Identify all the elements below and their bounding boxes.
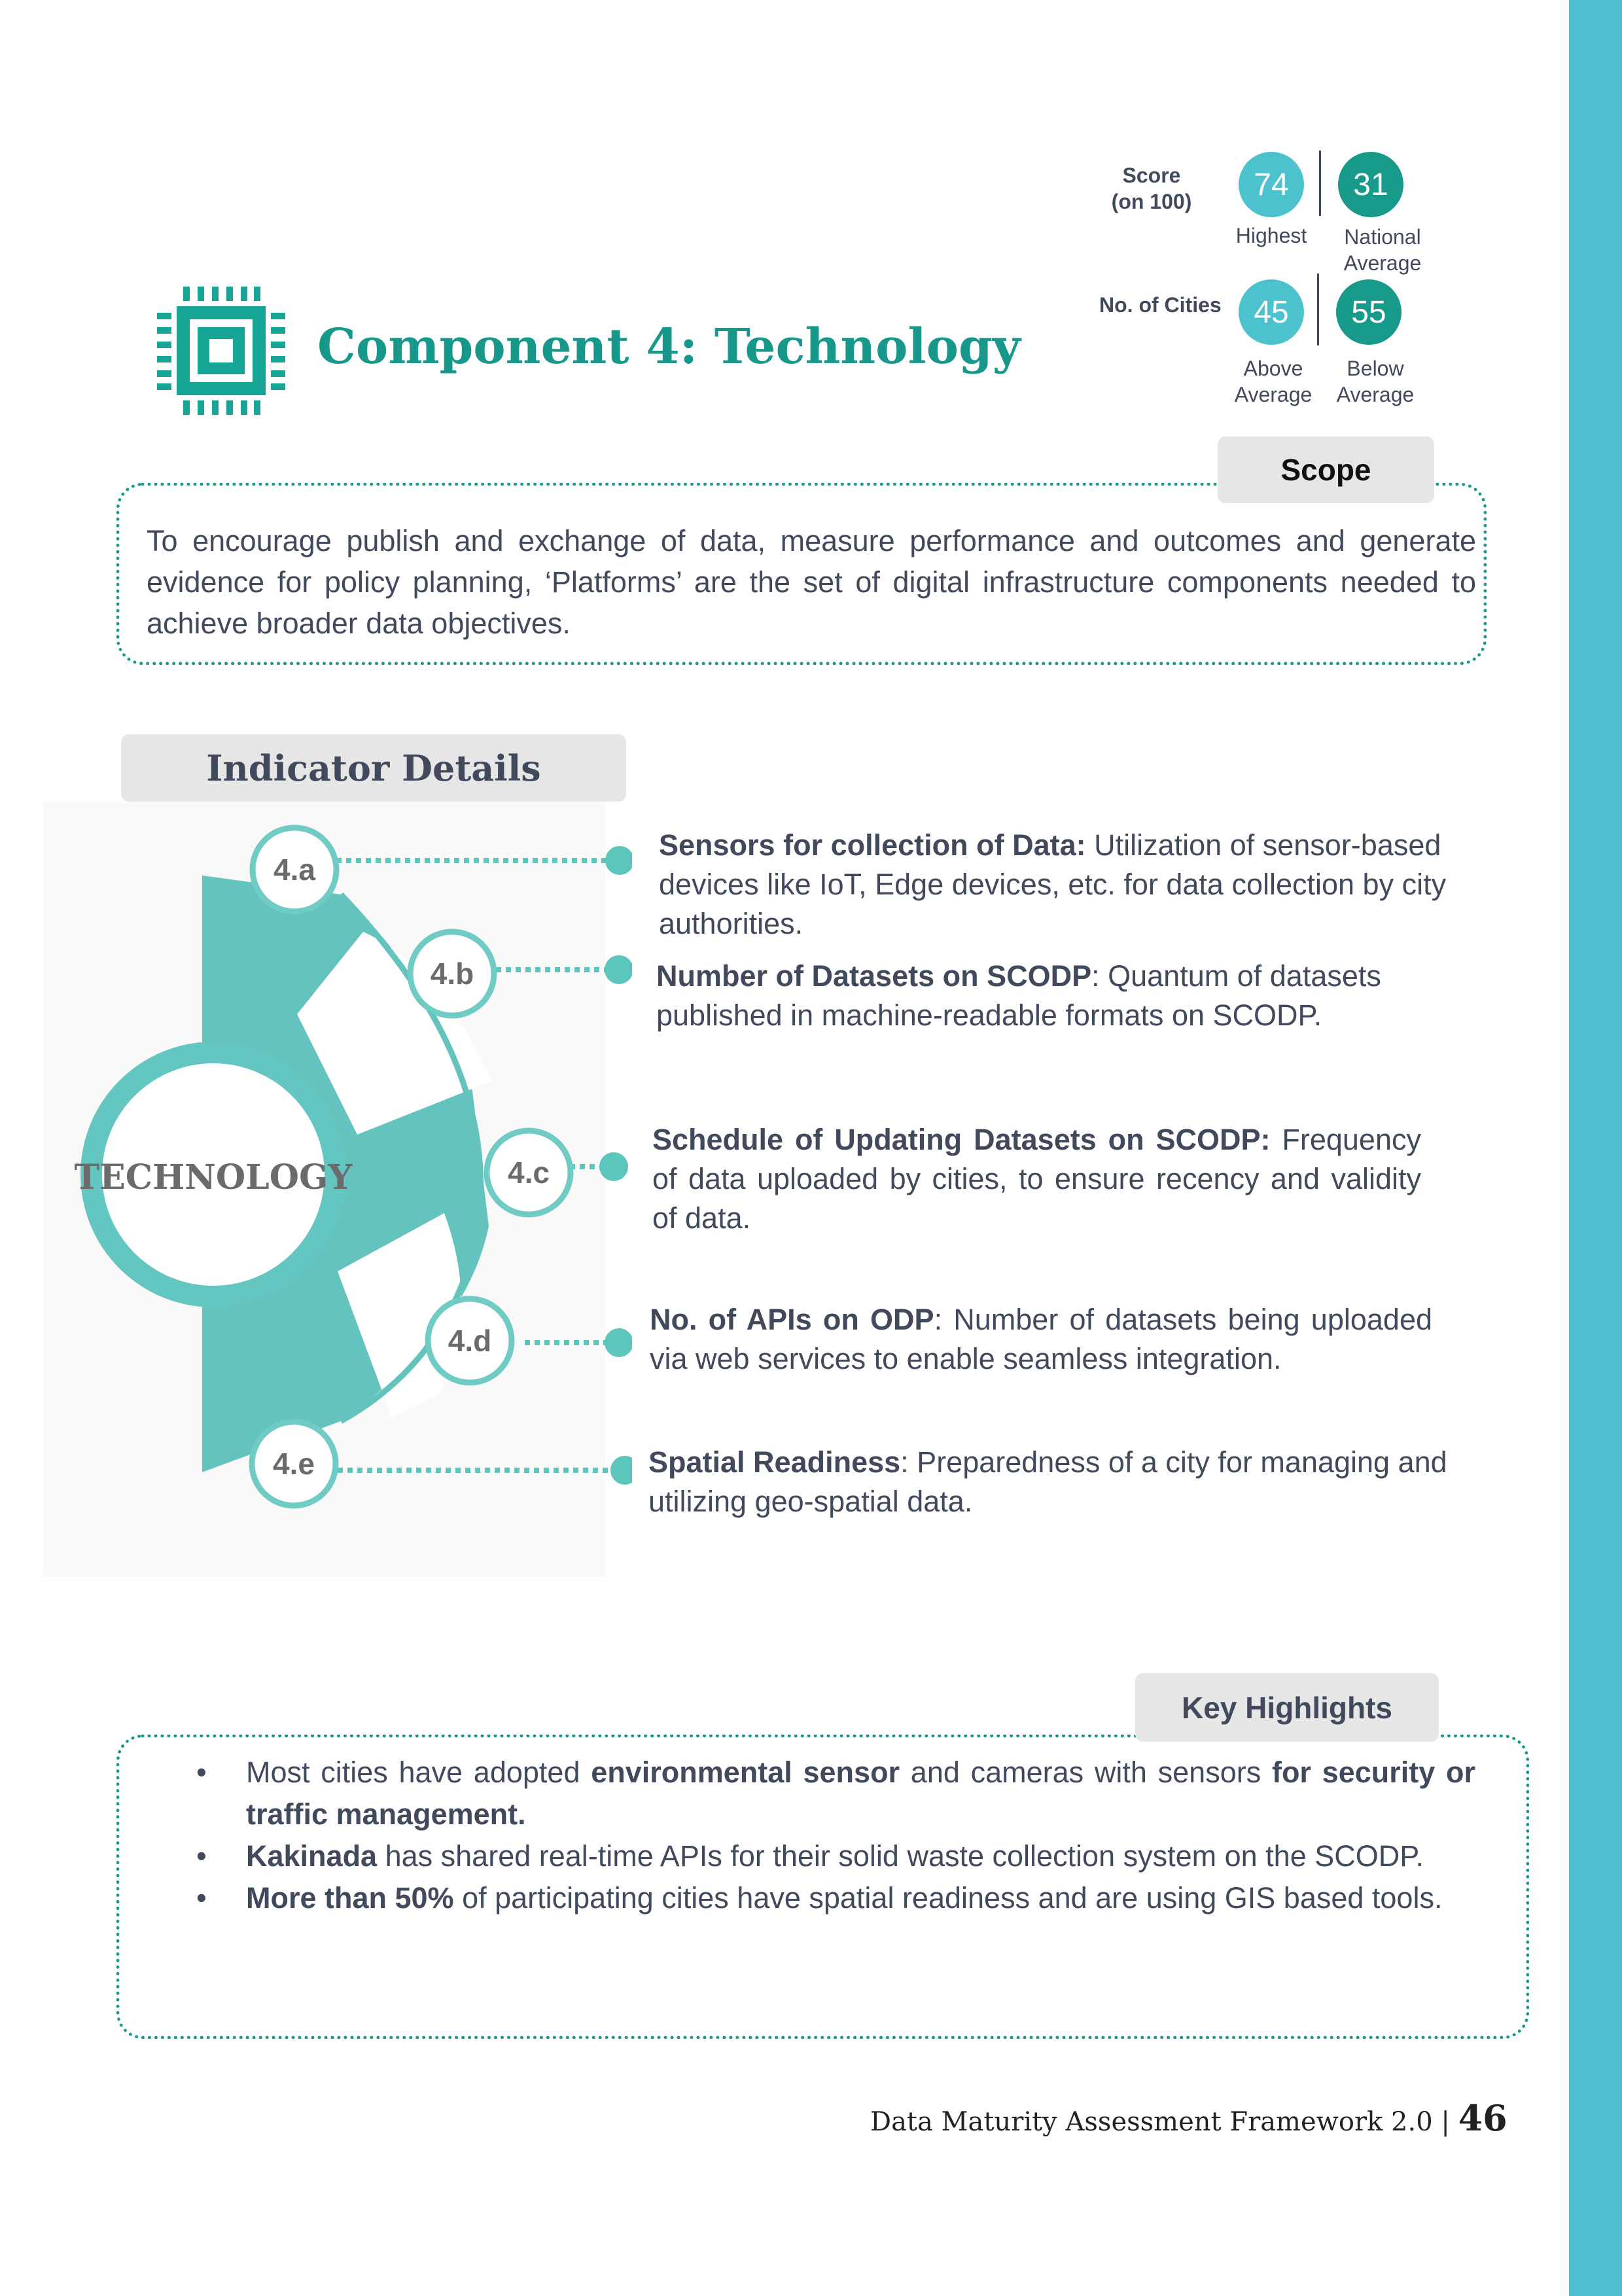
indicator-4e-title: Spatial Readiness bbox=[648, 1445, 901, 1479]
highlight-text: of participating cities have spatial readiness and are using GIS based tools. bbox=[453, 1881, 1443, 1915]
page-number: 46 bbox=[1458, 2097, 1507, 2139]
indicator-4b-text: : Quantum of datasets published in machine-readable formats on SCODP. bbox=[656, 959, 1381, 1032]
below-average-bubble: 55 bbox=[1336, 279, 1402, 345]
cities-label: No. of Cities bbox=[1099, 293, 1222, 317]
bullet-icon: • bbox=[196, 1839, 207, 1873]
chip-icon bbox=[157, 287, 285, 415]
indicator-4d-description bbox=[650, 1300, 1432, 1379]
highlights-list bbox=[177, 1752, 1475, 1919]
indicator-4e-description bbox=[648, 1443, 1466, 1521]
highlight-bold: environmental sensor bbox=[591, 1756, 900, 1789]
national-average-caption: National Average bbox=[1343, 225, 1422, 275]
highlight-text: and cameras with sensors bbox=[900, 1756, 1272, 1789]
highlight-item bbox=[177, 1752, 1475, 1835]
center-label: TECHNOLOGY bbox=[74, 1157, 353, 1197]
highlight-text: has shared real-time APIs for their solid waste collection system on the SCODP. bbox=[377, 1839, 1424, 1873]
technology-diagram bbox=[43, 802, 632, 1577]
page-footer bbox=[870, 2097, 1507, 2139]
score-divider bbox=[1319, 150, 1321, 216]
bullet-icon: • bbox=[196, 1881, 207, 1915]
indicator-4c-title: Schedule of Updating Datasets on SCODP: bbox=[652, 1123, 1271, 1156]
endpoint-4b bbox=[605, 955, 632, 984]
highlight-text: Most cities have adopted bbox=[246, 1756, 591, 1789]
indicator-4c-description bbox=[652, 1120, 1421, 1238]
endpoint-4a bbox=[605, 846, 632, 875]
below-average-caption: Below Average bbox=[1336, 357, 1415, 406]
scope-tab: Scope bbox=[1218, 436, 1434, 503]
indicator-4d-text: : Number of datasets being uploaded via web services to enable seamless integration. bbox=[650, 1303, 1432, 1375]
above-average-bubble: 45 bbox=[1239, 279, 1304, 345]
cities-divider bbox=[1317, 274, 1319, 345]
indicator-4d-label: 4.d bbox=[448, 1324, 492, 1358]
endpoint-4c bbox=[599, 1152, 628, 1181]
highlight-bold: for security or traffic management. bbox=[246, 1756, 1475, 1831]
endpoint-4e bbox=[610, 1456, 632, 1485]
scope-paragraph: To encourage publish and exchange of data, measure performance and outcomes and generate evidence for policy planning, ‘Platforms’ are the set of digital infrastructure components needed to achieve broader data objectives. bbox=[147, 524, 1476, 640]
indicator-4a-text: Utilization of sensor-based devices like IoT, Edge devices, etc. for data collection by city authorities. bbox=[659, 828, 1447, 940]
highlight-item bbox=[177, 1877, 1475, 1919]
scope-text bbox=[147, 520, 1476, 644]
above-average-caption: Above Average bbox=[1234, 357, 1313, 406]
indicator-4b-title: Number of Datasets on SCODP bbox=[656, 959, 1092, 993]
indicator-4a-title: Sensors for collection of Data: bbox=[659, 828, 1086, 862]
bullet-icon: • bbox=[196, 1756, 207, 1789]
footer-text: Data Maturity Assessment Framework 2.0 | bbox=[870, 2107, 1458, 2137]
indicator-4d-title: No. of APIs on ODP bbox=[650, 1303, 934, 1336]
highlight-item bbox=[177, 1835, 1475, 1877]
key-highlights-tab: Key Highlights bbox=[1135, 1673, 1439, 1742]
highest-caption: Highest bbox=[1235, 224, 1307, 247]
national-average-bubble: 31 bbox=[1338, 152, 1403, 217]
indicator-4a-label: 4.a bbox=[273, 853, 315, 887]
highlight-bold: More than 50% bbox=[246, 1881, 454, 1915]
highest-score-bubble: 74 bbox=[1239, 152, 1304, 217]
indicator-4e-label: 4.e bbox=[273, 1447, 315, 1481]
indicator-4c-label: 4.c bbox=[508, 1156, 550, 1190]
indicator-4e-text: : Preparedness of a city for managing and utilizing geo-spatial data. bbox=[648, 1445, 1447, 1518]
indicator-4b-description bbox=[656, 957, 1461, 1035]
page-title: Component 4: Technology bbox=[317, 319, 1021, 375]
page-side-bar bbox=[1569, 0, 1622, 2296]
indicator-4c-text: Frequency of data uploaded by cities, to ensure recency and validity of data. bbox=[652, 1123, 1421, 1235]
indicator-4a-description bbox=[659, 826, 1447, 944]
indicator-4b-label: 4.b bbox=[430, 957, 474, 991]
endpoint-4d bbox=[605, 1328, 632, 1357]
score-label: Score (on 100) bbox=[1111, 164, 1192, 213]
highlight-bold: Kakinada bbox=[246, 1839, 378, 1873]
indicator-details-tab: Indicator Details bbox=[121, 734, 626, 802]
